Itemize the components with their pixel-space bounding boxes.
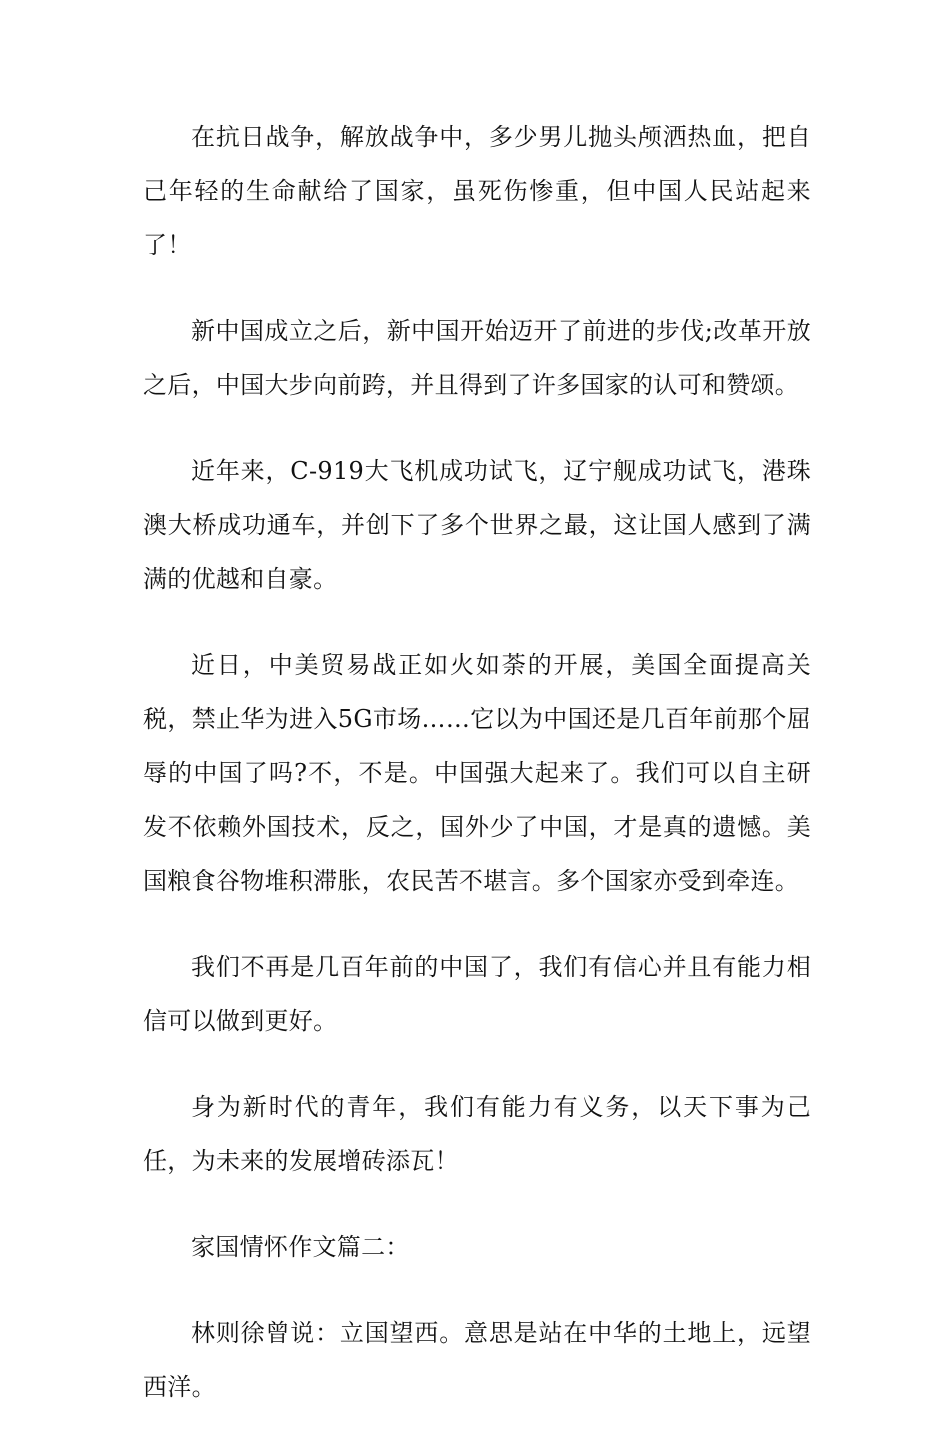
paragraph-6: 身为新时代的青年，我们有能力有义务，以天下事为己任，为未来的发展增砖添瓦！ <box>143 1093 811 1175</box>
document-body <box>143 110 811 1446</box>
paragraph-4: 近日，中美贸易战正如火如荼的开展，美国全面提高关税，禁止华为进入5G市场……它以为中国还是几百年前那个屈辱的中国了吗?不，不是。中国强大起来了。我们可以自主研发不依赖外国技术，反之，国外少了中国，才是真的遗憾。美国粮食谷物堆积滞胀，农民苦不堪言。多个国家亦受到牵连。 <box>143 651 811 895</box>
paragraph-3: 近年来，C-919大飞机成功试飞，辽宁舰成功试飞，港珠澳大桥成功通车，并创下了多个世界之最，这让国人感到了满满的优越和自豪。 <box>143 457 811 593</box>
paragraph-5: 我们不再是几百年前的中国了，我们有信心并且有能力相信可以做到更好。 <box>143 953 811 1035</box>
paragraph-1: 在抗日战争，解放战争中，多少男儿抛头颅洒热血，把自己年轻的生命献给了国家，虽死伤惨重，但中国人民站起来了！ <box>143 123 811 259</box>
section-heading: 家国情怀作文篇二： <box>191 1233 410 1261</box>
paragraph-2: 新中国成立之后，新中国开始迈开了前进的步伐;改革开放之后，中国大步向前跨，并且得到了许多国家的认可和赞颂。 <box>143 317 811 399</box>
paragraph-7: 林则徐曾说：立国望西。意思是站在中华的土地上，远望西洋。 <box>143 1319 811 1401</box>
